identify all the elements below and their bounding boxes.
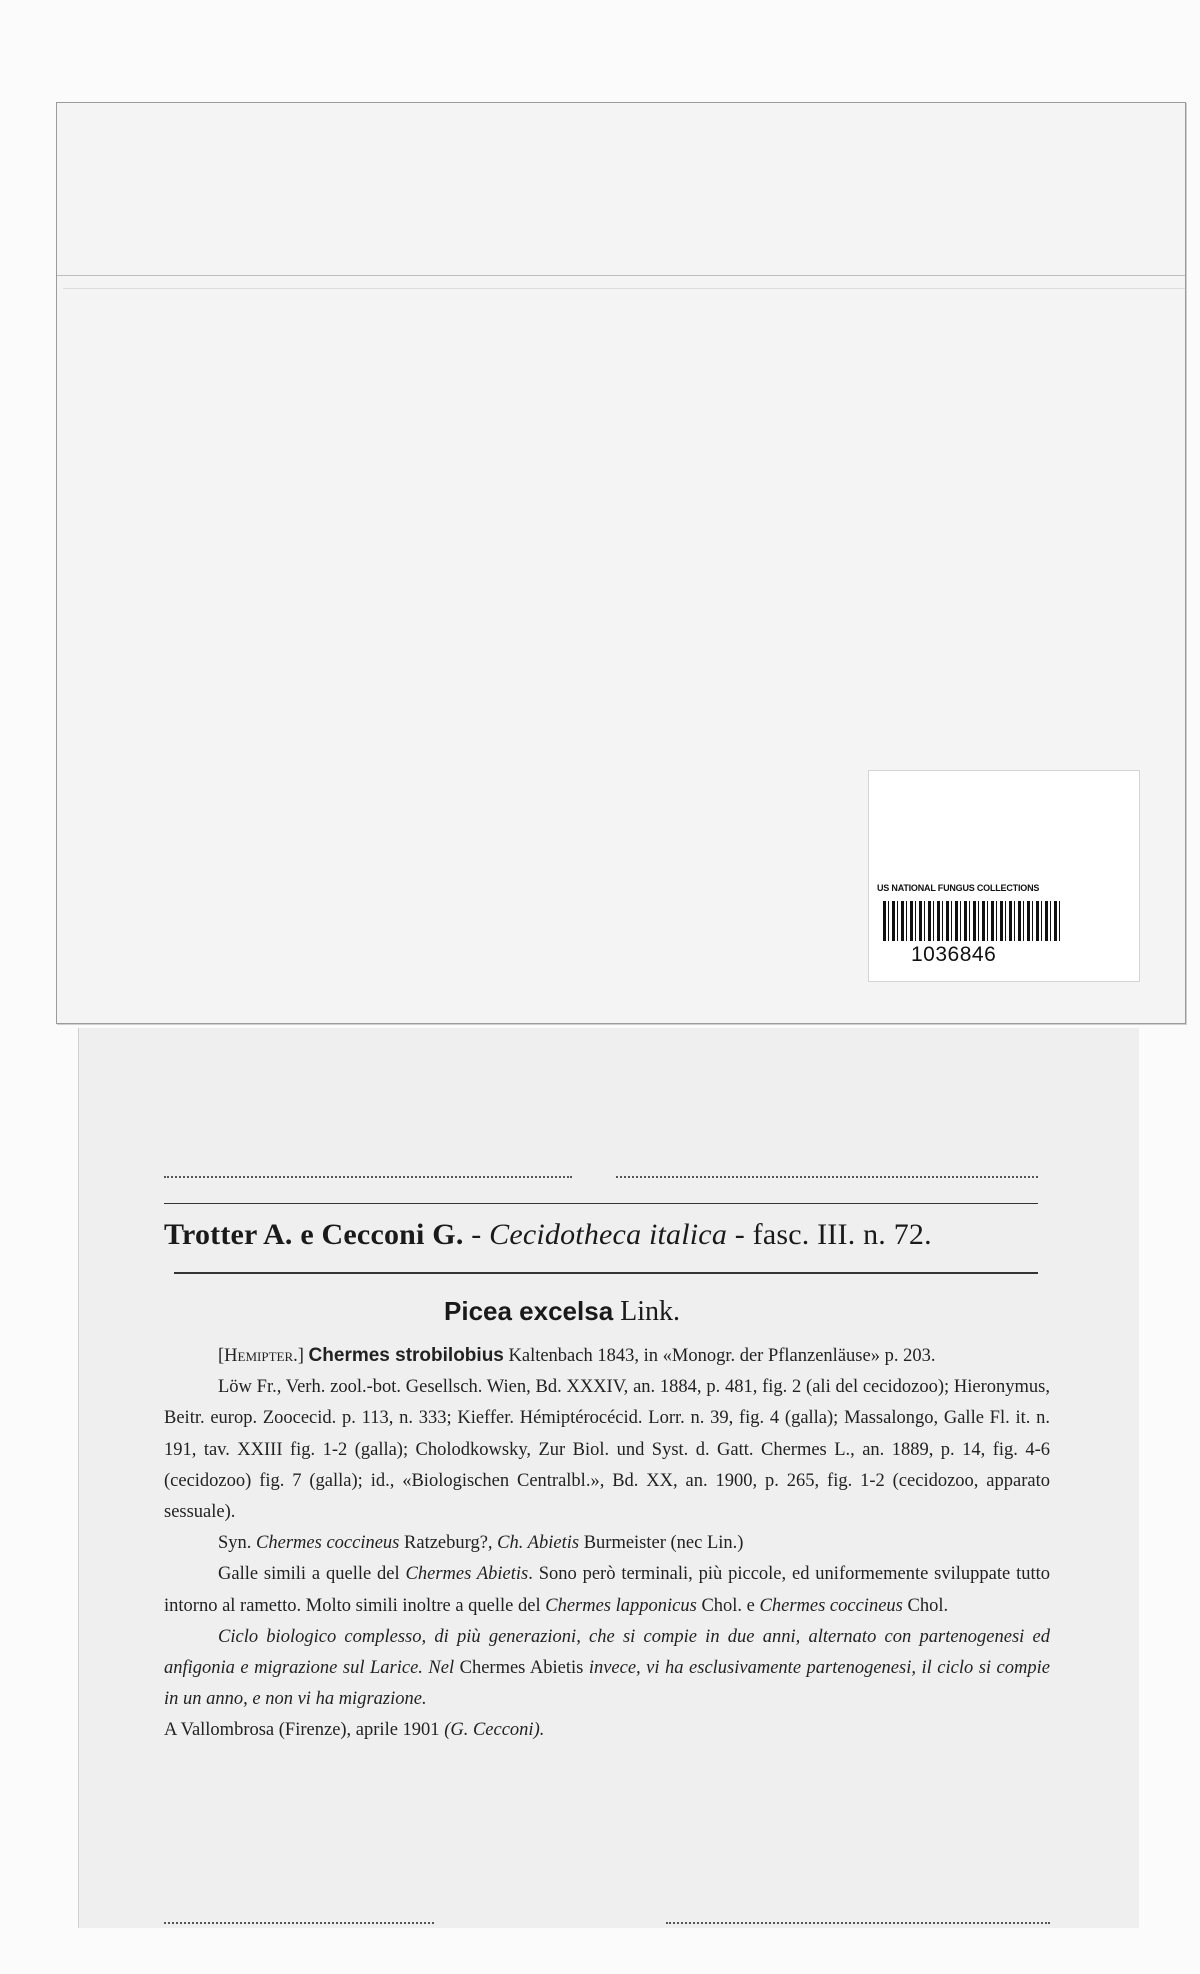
heading-separator: -	[727, 1218, 753, 1251]
barcode-number: 1036846	[911, 943, 997, 966]
dotted-rule-left	[164, 1176, 572, 1178]
heading-authors: Trotter A. e Cecconi G.	[164, 1218, 464, 1251]
cycle-text-a: Ciclo biologico complesso, di più generazioni, che si compie in due anni, alternato con partenogenesi ed anfigonia e migrazione sul Larice. Nel	[164, 1626, 1050, 1679]
galls-species-1: Chermes Abietis	[405, 1564, 529, 1585]
paragraph-life-cycle	[164, 1622, 1050, 1716]
insect-species: Chermes strobilobius	[308, 1345, 504, 1366]
heading-fascicle: fasc. III. n. 72.	[752, 1218, 932, 1251]
envelope-flap-edge	[57, 275, 1185, 276]
envelope-fold-line	[63, 288, 1185, 289]
host-plant-author: Link.	[613, 1296, 681, 1327]
host-plant-title	[444, 1296, 680, 1328]
heading-separator: -	[463, 1218, 490, 1251]
paragraph-synonyms	[164, 1528, 1050, 1559]
top-rule	[164, 1203, 1038, 1204]
heading-rule	[174, 1272, 1038, 1274]
dotted-rule-right	[616, 1176, 1038, 1178]
paragraph-galls	[164, 1559, 1050, 1621]
syn-prefix: Syn.	[218, 1533, 257, 1554]
host-plant-name: Picea excelsa	[444, 1296, 614, 1326]
heading-series: Cecidotheca italica	[489, 1218, 728, 1251]
signature-place: A Vallombrosa (Firenze), aprile 1901	[164, 1720, 445, 1741]
barcode-label	[868, 770, 1140, 982]
galls-text-d: Chol.	[902, 1595, 949, 1616]
insect-order: [Hemipter.]	[218, 1346, 304, 1366]
syn-species-2: Ch. Abietis	[497, 1533, 580, 1554]
paragraph-references: Löw Fr., Verh. zool.-bot. Gesellsch. Wien, Bd. XXXIV, an. 1884, p. 481, fig. 2 (ali del cecidozoo); Hieronymus, Beitr. europ. Zoocecid. p. 113, n. 333; Kieffer. Hémiptérocécid. Lorr. n. 39, fig. 4 (galla); Massalongo, Galle Fl. it. n. 191, tav. XXIII fig. 1-2 (galla); Cholodkowsky, Zur Biol. und Syst. d. Gatt. Chermes L., an. 1889, p. 14, fig. 4-6 (cecidozoo) fig. 7 (galla); id., «Biologischen Centralbl.», Bd. XX, an. 1900, p. 265, fig. 1-2 (cecidozoo, apparato sessuale).	[164, 1377, 1050, 1523]
bottom-dotted-rule-left	[164, 1922, 434, 1924]
bottom-dotted-rule-right	[666, 1922, 1050, 1924]
syn-mid: Ratzeburg?,	[399, 1533, 498, 1554]
label-body	[164, 1340, 1050, 1747]
cycle-species: Chermes Abietis	[459, 1658, 584, 1679]
galls-text-a: Galle simili a quelle del	[218, 1564, 406, 1585]
barcode-collection-name: US NATIONAL FUNGUS COLLECTIONS	[877, 883, 1040, 893]
barcode-bars	[883, 901, 1063, 941]
galls-species-3: Chermes coccineus	[759, 1595, 903, 1616]
galls-species-2: Chermes lapponicus	[545, 1595, 697, 1616]
galls-text-b: . Sono però terminali, più piccole, ed uniformemente sviluppate tutto intorno al rametto. Molto simili inoltre a quelle del	[164, 1564, 1051, 1616]
syn-species-1: Chermes coccineus	[256, 1533, 400, 1554]
syn-rest: Burmeister (nec Lin.)	[579, 1533, 744, 1554]
signature-collector: (G. Cecconi).	[444, 1720, 545, 1741]
galls-text-c: Chol. e	[696, 1595, 760, 1616]
insect-reference: Kaltenbach 1843, in «Monogr. der Pflanzenläuse» p. 203.	[503, 1346, 936, 1366]
label-heading	[164, 1218, 1054, 1252]
paragraph-insect	[164, 1340, 1050, 1372]
cycle-text-c: invece, vi ha esclusivamente partenogenesi, il ciclo si compie in un anno, e non vi ha migrazione.	[164, 1658, 1050, 1710]
signature-line	[164, 1715, 1050, 1746]
